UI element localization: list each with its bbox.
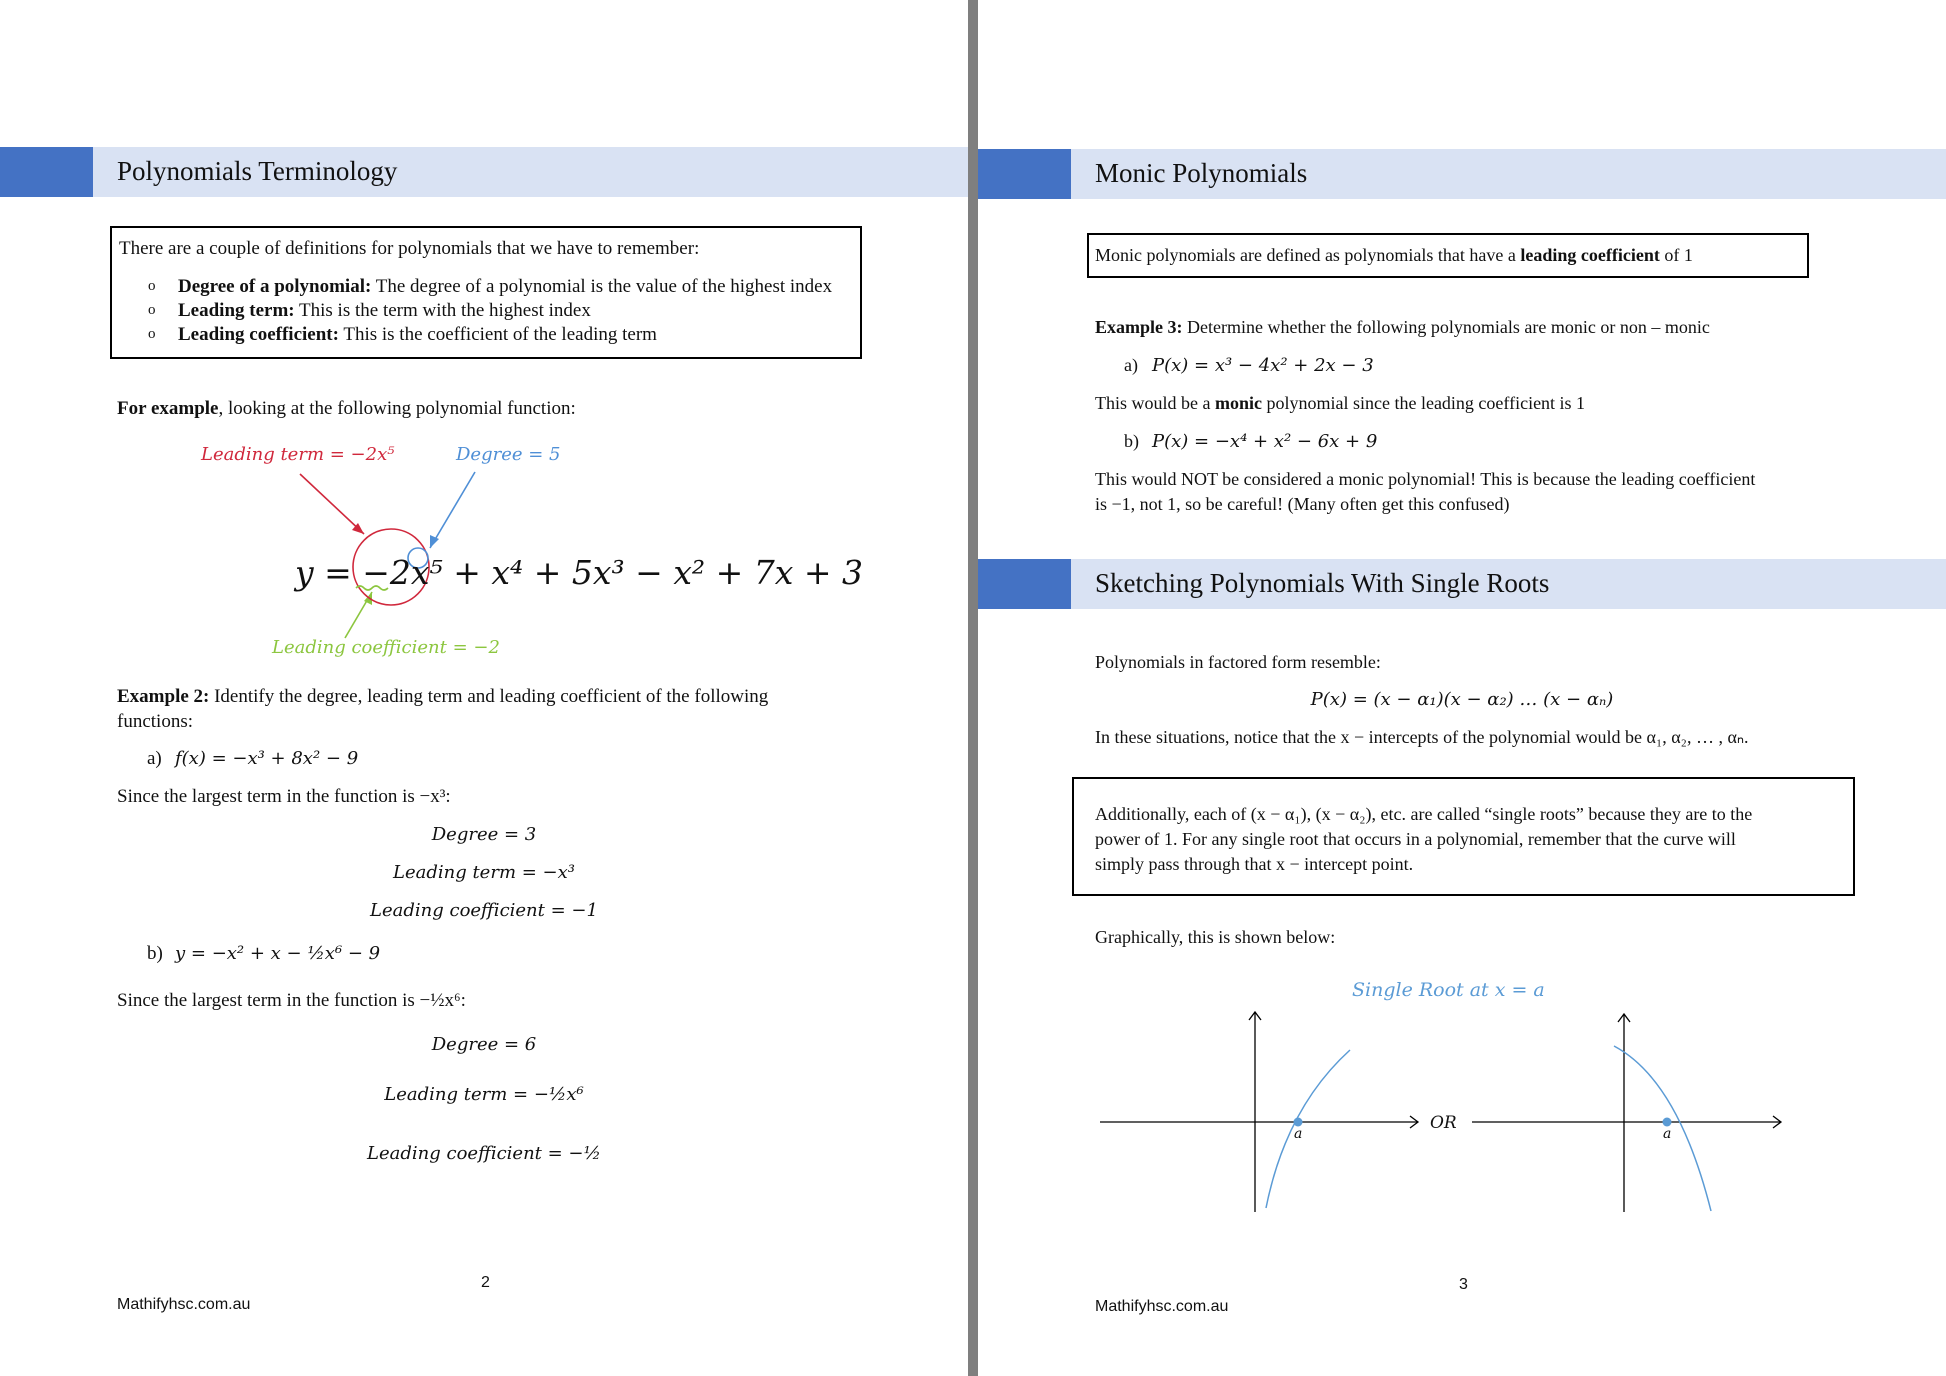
example3-label: Example 3: <box>1095 317 1183 337</box>
part-a-label: a) <box>147 748 162 769</box>
header-accent <box>978 149 1071 199</box>
arrow-head-icon <box>430 535 439 548</box>
part-b-leading-coefficient: Leading coefficient = −½ <box>367 1143 601 1164</box>
ex3-b-answer-line1: This would NOT be considered a monic polynomial! This is because the leading coefficient <box>1095 469 1756 489</box>
box-intro: There are a couple of definitions for polynomials that we have to remember: <box>119 238 700 259</box>
annotation-leading-term: Leading term = −2x⁵ <box>201 444 395 465</box>
graphically-text: Graphically, this is shown below: <box>1095 927 1336 947</box>
section-title: Monic Polynomials <box>1095 158 1308 188</box>
part-a-degree: Degree = 3 <box>431 824 537 845</box>
example2-line1 <box>117 684 768 709</box>
monic-definition <box>1095 243 1693 268</box>
definitions-box <box>110 226 862 359</box>
part-a-leading-term: Leading term = −x³ <box>393 862 575 883</box>
part-b-label: b) <box>147 943 163 964</box>
graph-or: OR <box>1430 1113 1457 1133</box>
factored-expression: P(x) = (x − α₁)(x − α₂) … (x − αₙ) <box>1310 689 1614 710</box>
example3-line <box>1095 315 1710 340</box>
ex3-a-expression: P(x) = x³ − 4x² + 2x − 3 <box>1152 355 1374 376</box>
part-a-since: Since the largest term in the function is −x³: <box>117 786 451 807</box>
ex3-b-label: b) <box>1124 431 1139 451</box>
ex3-a-label: a) <box>1124 355 1138 375</box>
for-example-bold: For example <box>117 398 219 419</box>
definition-leading-coefficient <box>178 322 657 347</box>
ex3-a-answer-bold: monic <box>1214 393 1262 413</box>
definition-term: Degree of a polynomial: <box>178 276 372 297</box>
degree-arrow <box>430 472 475 548</box>
section-title: Sketching Polynomials With Single Roots <box>1095 568 1550 598</box>
header-accent <box>0 147 93 197</box>
monic-definition-post: of 1 <box>1659 245 1693 265</box>
definition-degree <box>178 274 832 299</box>
footer-site: Mathifyhsc.com.au <box>1095 1298 1229 1315</box>
bullet-icon: o <box>148 278 156 294</box>
section-header-terminology <box>0 147 968 197</box>
bullet-icon: o <box>148 302 156 318</box>
page-number: 3 <box>1459 1276 1468 1293</box>
part-a-expression: f(x) = −x³ + 8x² − 9 <box>175 748 359 769</box>
intercepts-text: In these situations, notice that the x − intercepts of the polynomial would be α₁, α₂, … , αₙ. <box>1095 727 1749 747</box>
annotation-leading-coefficient: Leading coefficient = −2 <box>272 637 500 658</box>
root-label-right: a <box>1663 1126 1672 1142</box>
factored-intro: Polynomials in factored form resemble: <box>1095 652 1381 672</box>
page-3 <box>978 0 1946 1376</box>
definition-leading-term <box>178 298 591 323</box>
single-roots-line1: Additionally, each of (x − α₁), (x − α₂), etc. are called “single roots” because they are to the <box>1095 804 1753 824</box>
example3-text: Determine whether the following polynomials are monic or non – monic <box>1182 317 1710 337</box>
annotation-degree: Degree = 5 <box>456 444 561 465</box>
ex3-a-answer-pre: This would be a <box>1095 393 1215 413</box>
footer-site: Mathifyhsc.com.au <box>117 1296 251 1313</box>
definition-text: This is the term with the highest index <box>294 300 591 321</box>
monic-definition-bold: leading coefficient <box>1520 245 1660 265</box>
monic-definition-pre: Monic polynomials are defined as polynomials that have a <box>1095 245 1521 265</box>
for-example-rest: , looking at the following polynomial function: <box>218 398 576 419</box>
ex3-b-answer-line2: is −1, not 1, so be careful! (Many often get this confused) <box>1095 494 1510 514</box>
part-b-expression: y = −x² + x − ½x⁶ − 9 <box>175 943 381 964</box>
ex3-a-answer-post: polynomial since the leading coefficient is 1 <box>1261 393 1586 413</box>
single-roots-box <box>1072 777 1855 896</box>
ex3-b-expression: P(x) = −x⁴ + x² − 6x + 9 <box>1152 431 1378 452</box>
single-roots-line2: power of 1. For any single root that occurs in a polynomial, remember that the curve will <box>1095 829 1736 849</box>
example2-label: Example 2: <box>117 686 210 707</box>
bullet-icon: o <box>148 326 156 342</box>
section-header-monic <box>978 149 1946 199</box>
monic-definition-box <box>1087 233 1809 278</box>
section-header-sketching <box>978 559 1946 609</box>
definition-term: Leading coefficient: <box>178 324 339 345</box>
part-b-degree: Degree = 6 <box>431 1034 537 1055</box>
ex3-a-answer <box>1095 391 1585 416</box>
for-example-line <box>117 396 576 421</box>
page-number: 2 <box>481 1274 490 1291</box>
definition-text: This is the coefficient of the leading term <box>338 324 657 345</box>
single-roots-line3: simply pass through that x − intercept point. <box>1095 854 1414 874</box>
page-2 <box>0 0 968 1376</box>
page-gutter <box>968 0 978 1376</box>
definition-text: The degree of a polynomial is the value of the highest index <box>371 276 833 297</box>
root-label-left: a <box>1294 1126 1303 1142</box>
header-accent <box>978 559 1071 609</box>
part-b-since: Since the largest term in the function is −½x⁶: <box>117 990 466 1011</box>
part-b-leading-term: Leading term = −½x⁶ <box>384 1084 584 1105</box>
leading-term-arrow <box>300 474 364 534</box>
single-root-graphs <box>978 1000 1946 1230</box>
definition-term: Leading term: <box>178 300 295 321</box>
example2-line2: functions: <box>117 711 193 732</box>
example2-text: Identify the degree, leading term and leading coefficient of the following <box>209 686 769 707</box>
increasing-curve <box>1266 1050 1350 1208</box>
section-title: Polynomials Terminology <box>117 156 398 186</box>
main-equation: y = −2x⁵ + x⁴ + 5x³ − x² + 7x + 3 <box>295 553 864 592</box>
graph-title: Single Root at x = a <box>1352 979 1545 1001</box>
part-a-leading-coefficient: Leading coefficient = −1 <box>370 900 598 921</box>
